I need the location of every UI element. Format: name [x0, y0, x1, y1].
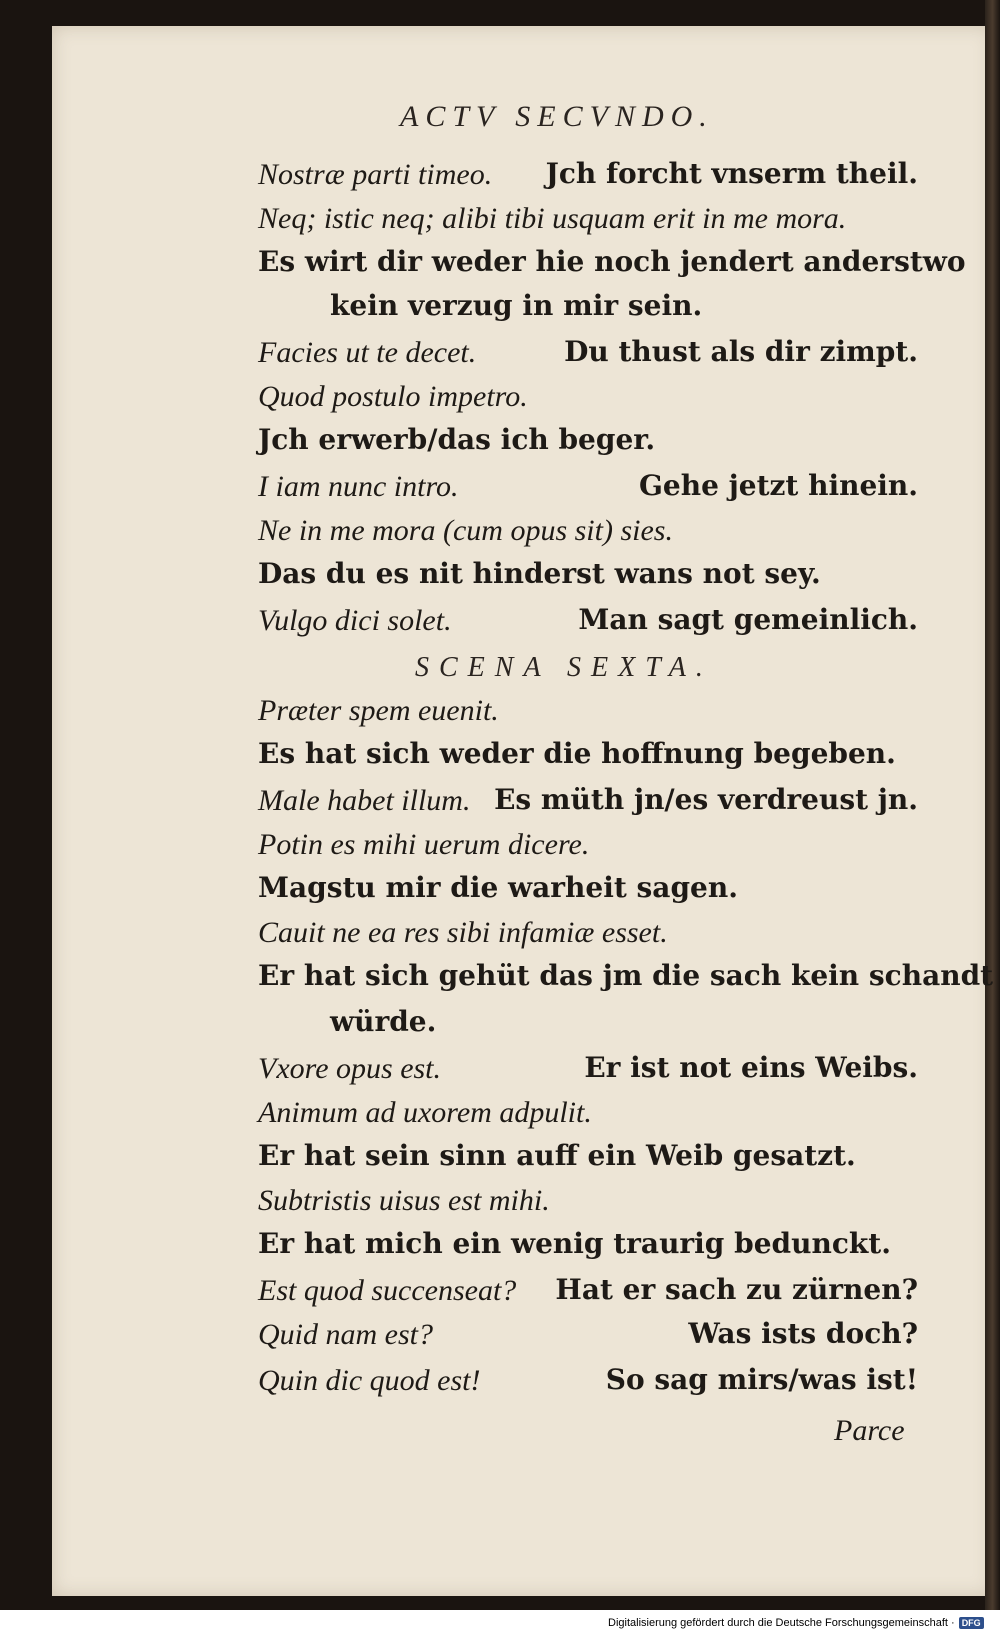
funding-text: Digitalisierung gefördert durch die Deutsche Forschungsgemeinschaft · [608, 1617, 955, 1629]
latin-phrase: Est quod succenseat? [258, 1274, 517, 1307]
dfg-logo: DFG [959, 1617, 984, 1629]
latin-phrase: Vulgo dici solet. [258, 604, 452, 637]
german-continuation: kein verzug in mir sein. [330, 289, 703, 322]
latin-phrase: Vxore opus est. [258, 1052, 442, 1085]
german-translation: Das du es nit hinderst wans not sey. [258, 557, 821, 590]
catchword: Parce [834, 1414, 905, 1447]
latin-phrase: Subtristis uisus est mihi. [258, 1184, 550, 1217]
german-translation: Es hat sich weder die hoffnung begeben. [258, 737, 896, 770]
latin-phrase: Nostræ parti timeo. [258, 158, 493, 191]
german-translation: Du thust als dir zimpt. [564, 335, 918, 368]
german-translation: Was ists doch? [688, 1317, 918, 1350]
german-translation: Er hat sein sinn auff ein Weib gesatzt. [258, 1139, 856, 1172]
latin-phrase: Quod postulo impetro. [258, 380, 528, 413]
german-translation: Er hat sich gehüt das jm die sach kein schandt [258, 959, 994, 992]
german-translation: Magstu mir die warheit sagen. [258, 871, 738, 904]
latin-phrase: Potin es mihi uerum dicere. [258, 828, 590, 861]
latin-phrase: Ne in me mora (cum opus sit) sies. [258, 514, 673, 547]
latin-phrase: Animum ad uxorem adpulit. [258, 1096, 592, 1129]
german-translation: Es müth jn/es verdreust jn. [494, 783, 918, 816]
latin-phrase: Facies ut te decet. [258, 336, 477, 369]
latin-phrase: Male habet illum. [258, 784, 471, 817]
running-header: ACTV SECVNDO. [400, 100, 714, 133]
latin-phrase: Neq; istic neq; alibi tibi usquam erit in me mora. [258, 202, 847, 235]
german-translation: Man sagt gemeinlich. [578, 603, 918, 636]
german-translation: Jch erwerb/das ich beger. [258, 423, 656, 456]
latin-phrase: Cauit ne ea res sibi infamiæ esset. [258, 916, 668, 949]
latin-phrase: I iam nunc intro. [258, 470, 459, 503]
latin-phrase: Præter spem euenit. [258, 694, 499, 727]
german-continuation: würde. [330, 1005, 437, 1038]
german-translation: So sag mirs/was ist! [605, 1363, 918, 1396]
latin-phrase: Quin dic quod est! [258, 1364, 481, 1397]
funding-footer [608, 1614, 1000, 1632]
scene-heading: SCENA SEXTA. [415, 652, 713, 683]
german-translation: Hat er sach zu zürnen? [555, 1273, 918, 1306]
german-translation: Er hat mich ein wenig traurig bedunckt. [258, 1227, 891, 1260]
german-translation: Er ist not eins Weibs. [584, 1051, 918, 1084]
page-gutter [985, 0, 1000, 1610]
german-translation: Gehe jetzt hinein. [638, 469, 918, 502]
german-translation: Es wirt dir weder hie noch jendert anderstwo [258, 245, 966, 278]
german-translation: Jch forcht vnserm theil. [545, 157, 918, 190]
latin-phrase: Quid nam est? [258, 1318, 433, 1351]
